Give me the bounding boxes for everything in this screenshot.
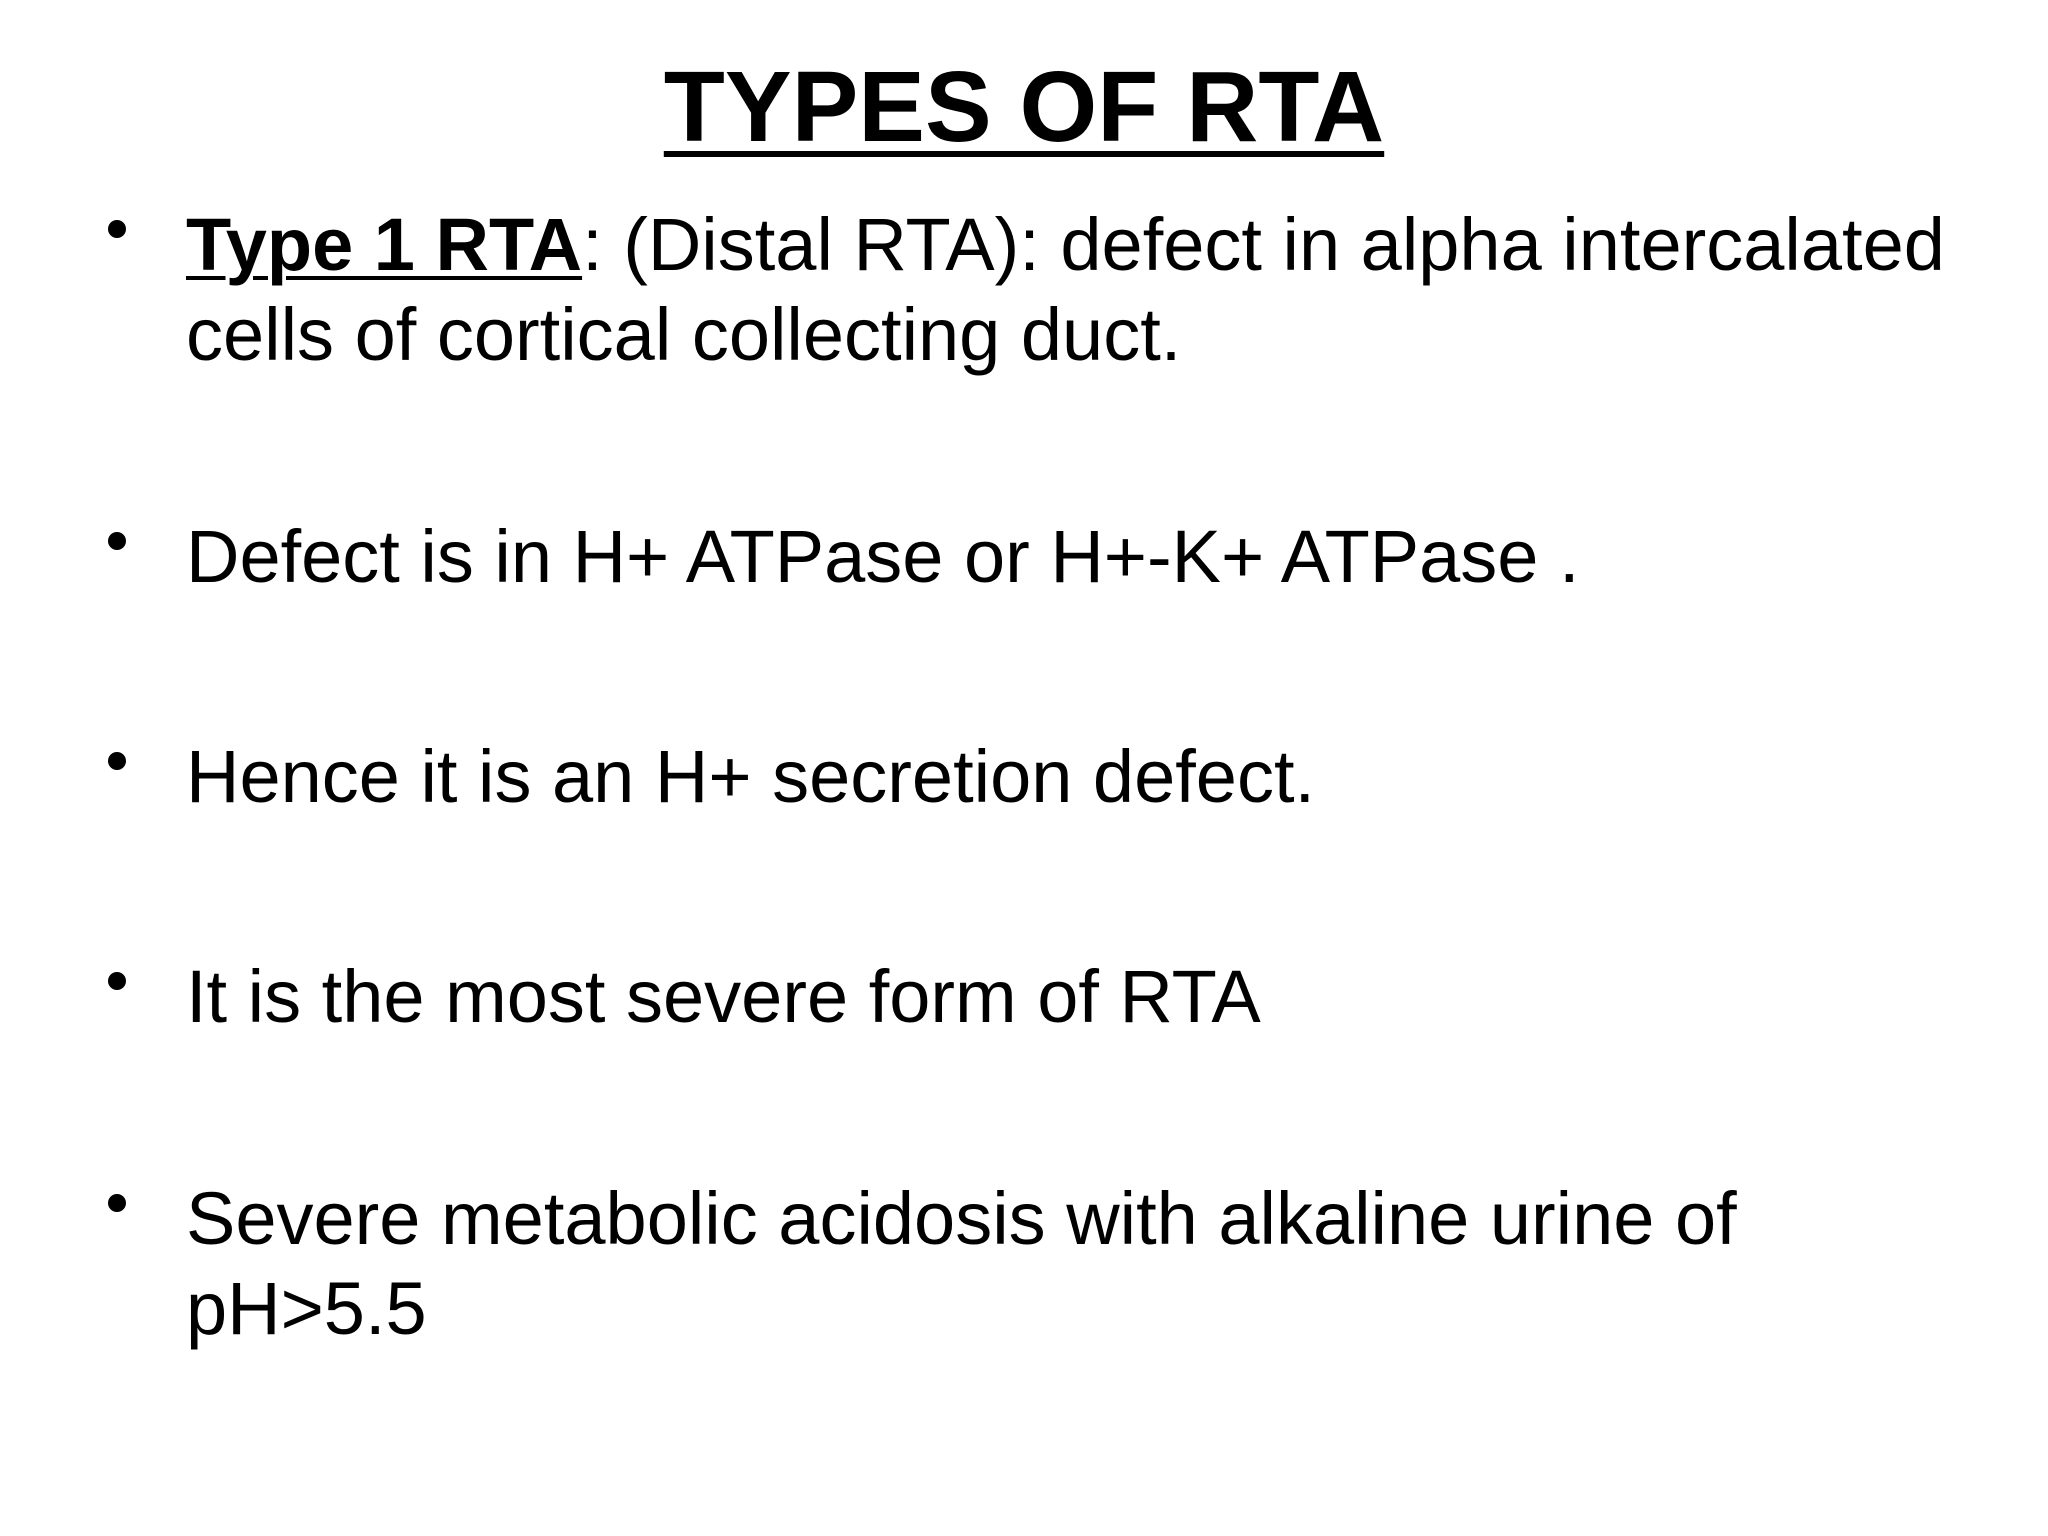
bullet-icon xyxy=(108,1194,126,1212)
bullet-body-acidosis: Severe metabolic acidosis with alkaline urine of pH>5.5 xyxy=(186,1177,1737,1350)
bullet-icon xyxy=(108,532,126,550)
bullet-icon xyxy=(108,752,126,770)
bullet-text xyxy=(186,1174,1946,1354)
slide-title-text: TYPES OF RTA xyxy=(663,51,1385,163)
bullet-body-secretion: Hence it is an H+ secretion defect. xyxy=(186,735,1316,818)
bullet-text xyxy=(186,732,1946,822)
bullet-text xyxy=(186,200,1946,380)
bullet-icon xyxy=(108,220,126,238)
bullet-body-severity: It is the most severe form of RTA xyxy=(186,955,1261,1038)
slide-title xyxy=(0,52,2048,162)
bullet-lead-type1: Type 1 RTA xyxy=(186,203,583,286)
bullet-icon xyxy=(108,972,126,990)
bullet-text xyxy=(186,952,1946,1042)
bullet-body-type1: : (Distal RTA): defect in alpha intercalated cells of cortical collecting duct. xyxy=(186,203,1945,376)
bullet-text xyxy=(186,512,1946,602)
bullet-body-defect: Defect is in H+ ATPase or H+-K+ ATPase . xyxy=(186,515,1580,598)
